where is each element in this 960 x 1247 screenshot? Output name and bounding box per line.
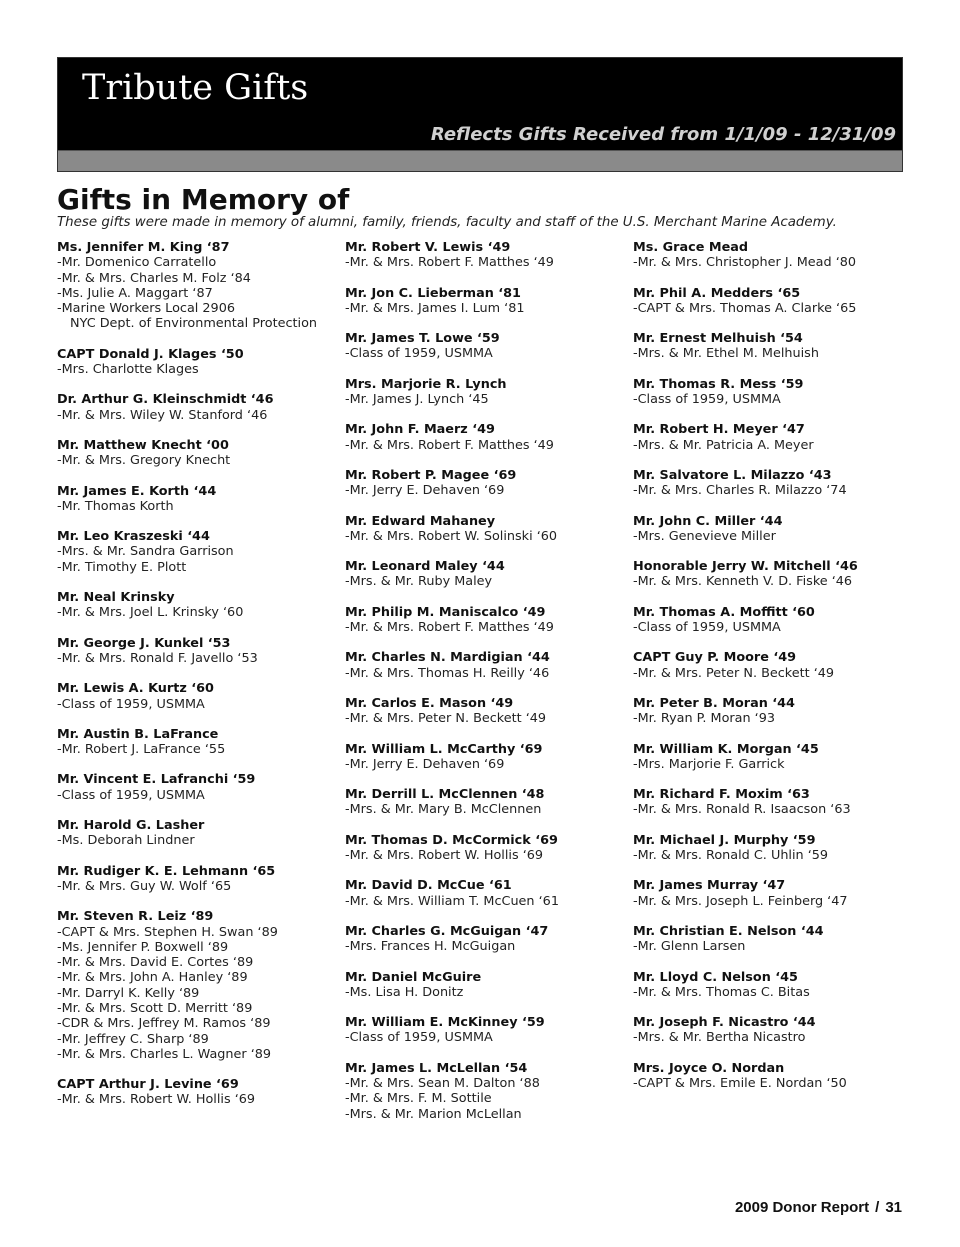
tribute-entry xyxy=(633,1015,918,1046)
tribute-entry xyxy=(57,484,342,515)
tribute-entry xyxy=(345,377,630,408)
honoree-name: Mr. Salvatore L. Milazzo ‘43 xyxy=(633,467,832,483)
donor-line: -Mr. & Mrs. Gregory Knecht xyxy=(57,453,231,469)
donor-line: -Class of 1959, USMMA xyxy=(345,1030,493,1046)
donor-line: -Mr. Jerry E. Dehaven ‘69 xyxy=(345,756,505,772)
tribute-entry xyxy=(345,468,630,499)
honoree-name: Mr. James T. Lowe ‘59 xyxy=(345,331,500,347)
tribute-entry xyxy=(633,240,918,271)
donor-line: -Mr. & Mrs. Kenneth V. D. Fiske ‘46 xyxy=(633,574,853,590)
honoree-name: Mr. Carlos E. Mason ‘49 xyxy=(345,695,514,711)
footer-separator: / xyxy=(875,1199,880,1216)
honoree-name: Mr. George J. Kunkel ‘53 xyxy=(57,635,231,651)
donor-line: -Mr. & Mrs. Scott D. Merritt ‘89 xyxy=(57,1000,253,1016)
honoree-name: Mr. Steven R. Leiz ‘89 xyxy=(57,909,214,925)
banner-gray-strip xyxy=(58,150,902,171)
tribute-entry xyxy=(345,331,630,362)
honoree-name: Mr. David D. McCue ‘61 xyxy=(345,878,512,894)
donor-line: -Mrs. Marjorie F. Garrick xyxy=(633,756,785,772)
donor-line: -Mrs. Frances H. McGuigan xyxy=(345,939,516,955)
donor-line: -Class of 1959, USMMA xyxy=(345,346,493,362)
tribute-entry xyxy=(633,1061,918,1092)
honoree-name: Honorable Jerry W. Mitchell ‘46 xyxy=(633,559,858,575)
honoree-name: Mr. James Murray ‘47 xyxy=(633,878,786,894)
tribute-entry xyxy=(345,833,630,864)
tribute-entry xyxy=(57,590,342,621)
donor-line: -Mr. & Mrs. Wiley W. Stanford ‘46 xyxy=(57,407,268,423)
honoree-name: Mr. Neal Krinsky xyxy=(57,590,175,606)
honoree-name: Mr. Derrill L. McClennen ‘48 xyxy=(345,787,545,803)
honoree-name: Mrs. Joyce O. Nordan xyxy=(633,1060,785,1076)
tribute-entry xyxy=(345,1015,630,1046)
page-number: 31 xyxy=(885,1199,902,1216)
tribute-entry xyxy=(345,286,630,317)
tribute-entry xyxy=(633,878,918,909)
tribute-entry xyxy=(633,650,918,681)
donor-line: -Mr. & Mrs. Ronald C. Uhlin ‘59 xyxy=(633,848,829,864)
honoree-name: Mr. Matthew Knecht ‘00 xyxy=(57,437,229,453)
honoree-name: CAPT Donald J. Klages ‘50 xyxy=(57,346,244,362)
tribute-entry xyxy=(57,438,342,469)
donor-line: -Mrs. Charlotte Klages xyxy=(57,362,199,378)
honoree-name: Mr. Lloyd C. Nelson ‘45 xyxy=(633,969,798,985)
honoree-name: Mrs. Marjorie R. Lynch xyxy=(345,376,507,392)
donor-line: -Mr. & Mrs. Thomas C. Bitas xyxy=(633,984,810,1000)
honoree-name: Mr. Charles G. McGuigan ‘47 xyxy=(345,923,549,939)
page-title: Tribute Gifts xyxy=(82,68,309,108)
honoree-name: Mr. Rudiger K. E. Lehmann ‘65 xyxy=(57,863,276,879)
honoree-name: Mr. Christian E. Nelson ‘44 xyxy=(633,923,824,939)
honoree-name: Mr. Richard F. Moxim ‘63 xyxy=(633,787,810,803)
donor-line: -Mr. James J. Lynch ‘45 xyxy=(345,392,489,408)
honoree-name: Mr. James L. McLellan ‘54 xyxy=(345,1060,528,1076)
section-intro: These gifts were made in memory of alumni, family, friends, faculty and staff of the U.S. Merchant Marine Academy. xyxy=(57,215,837,230)
donor-line: -Mr. & Mrs. Ronald R. Isaacson ‘63 xyxy=(633,802,851,818)
donor-line: -Mr. Jerry E. Dehaven ‘69 xyxy=(345,483,505,499)
donor-line: -Marine Workers Local 2906 xyxy=(57,301,235,317)
donor-line: -Mr. & Mrs. F. M. Sottile xyxy=(345,1091,492,1107)
honoree-name: Mr. James E. Korth ‘44 xyxy=(57,483,217,499)
tribute-entry xyxy=(633,605,918,636)
donor-line: -Mr. & Mrs. James I. Lum ‘81 xyxy=(345,300,525,316)
tribute-entry xyxy=(633,696,918,727)
tribute-entry xyxy=(345,650,630,681)
honoree-name: Mr. Phil A. Medders ‘65 xyxy=(633,285,801,301)
donor-line: -Mr. & Mrs. Guy W. Wolf ‘65 xyxy=(57,878,232,894)
honoree-name: Mr. Michael J. Murphy ‘59 xyxy=(633,832,816,848)
honoree-name: Mr. Edward Mahaney xyxy=(345,513,496,529)
section-heading: Gifts in Memory of xyxy=(57,183,350,216)
tribute-entry xyxy=(633,468,918,499)
honoree-name: Mr. William K. Morgan ‘45 xyxy=(633,741,819,757)
honoree-name: CAPT Guy P. Moore ‘49 xyxy=(633,650,797,666)
donor-line: -Mr. & Mrs. David E. Cortes ‘89 xyxy=(57,955,254,971)
donor-line: -Mr. Glenn Larsen xyxy=(633,939,746,955)
honoree-name: Mr. John C. Miller ‘44 xyxy=(633,513,783,529)
donor-line: -Ms. Jennifer P. Boxwell ‘89 xyxy=(57,939,229,955)
tribute-entry xyxy=(345,605,630,636)
donor-line: -Mr. & Mrs. Robert W. Hollis ‘69 xyxy=(57,1092,256,1108)
tribute-entry xyxy=(345,240,630,271)
donor-line: -Class of 1959, USMMA xyxy=(633,392,781,408)
donor-line: -Mr. & Mrs. Joel L. Krinsky ‘60 xyxy=(57,605,244,621)
tribute-entry xyxy=(57,1077,342,1108)
page-footer xyxy=(735,1199,902,1216)
donor-line: -Mr. Timothy E. Plott xyxy=(57,559,187,575)
donor-line: -Mr. & Mrs. Robert W. Solinski ‘60 xyxy=(345,528,558,544)
honoree-name: Mr. Peter B. Moran ‘44 xyxy=(633,695,795,711)
date-range-subtitle: Reflects Gifts Received from 1/1/09 - 12/31/09 xyxy=(430,124,896,145)
donor-line: -Mr. Robert J. LaFrance ‘55 xyxy=(57,742,226,758)
donor-line: -Class of 1959, USMMA xyxy=(57,787,205,803)
column-2 xyxy=(345,240,630,1137)
tribute-entry xyxy=(633,331,918,362)
honoree-name: Mr. Robert P. Magee ‘69 xyxy=(345,467,517,483)
honoree-name: Mr. Charles N. Mardigian ‘44 xyxy=(345,650,550,666)
honoree-name: Mr. John F. Maerz ‘49 xyxy=(345,422,495,438)
donor-line: -CAPT & Mrs. Stephen H. Swan ‘89 xyxy=(57,924,278,940)
donor-line: -Mr. & Mrs. Joseph L. Feinberg ‘47 xyxy=(633,893,848,909)
donor-line: -Mr. & Mrs. Peter N. Beckett ‘49 xyxy=(633,665,835,681)
tribute-entry xyxy=(633,742,918,773)
donor-line: -Mr. & Mrs. Robert F. Matthes ‘49 xyxy=(345,620,554,636)
honoree-name: Mr. Lewis A. Kurtz ‘60 xyxy=(57,681,214,697)
honoree-name: Mr. Joseph F. Nicastro ‘44 xyxy=(633,1015,816,1031)
donor-line: -Mrs. & Mr. Sandra Garrison xyxy=(57,544,234,560)
honoree-name: Mr. Daniel McGuire xyxy=(345,969,482,985)
honoree-name: Mr. William E. McKinney ‘59 xyxy=(345,1015,545,1031)
honoree-name: Mr. Thomas R. Mess ‘59 xyxy=(633,376,804,392)
donor-line: -Mrs. & Mr. Marion McLellan xyxy=(345,1106,522,1122)
honoree-name: Mr. Harold G. Lasher xyxy=(57,818,205,834)
donor-line: -Mr. & Mrs. Sean M. Dalton ‘88 xyxy=(345,1075,540,1091)
donor-line: -Mr. Darryl K. Kelly ‘89 xyxy=(57,985,200,1001)
honoree-name: Mr. Philip M. Maniscalco ‘49 xyxy=(345,604,546,620)
tribute-entry xyxy=(57,864,342,895)
honoree-name: Mr. Jon C. Lieberman ‘81 xyxy=(345,285,521,301)
donor-line: -CDR & Mrs. Jeffrey M. Ramos ‘89 xyxy=(57,1016,271,1032)
honoree-name: Mr. William L. McCarthy ‘69 xyxy=(345,741,543,757)
tribute-entry xyxy=(345,422,630,453)
tribute-entry xyxy=(345,878,630,909)
honoree-name: Mr. Thomas A. Moffitt ‘60 xyxy=(633,604,815,620)
tribute-entry xyxy=(57,347,342,378)
tribute-entry xyxy=(57,818,342,849)
donor-line: NYC Dept. of Environmental Protection xyxy=(70,316,318,332)
tribute-entry xyxy=(633,422,918,453)
tribute-entry xyxy=(633,924,918,955)
tribute-entry xyxy=(633,833,918,864)
donor-line: -Mr. & Mrs. Thomas H. Reilly ‘46 xyxy=(345,665,550,681)
honoree-name: Mr. Austin B. LaFrance xyxy=(57,726,219,742)
tribute-entry xyxy=(345,559,630,590)
report-name: 2009 Donor Report xyxy=(734,1199,870,1216)
honoree-name: Ms. Grace Mead xyxy=(633,240,749,255)
donor-line: -Mr. & Mrs. Robert W. Hollis ‘69 xyxy=(345,848,544,864)
honoree-name: Dr. Arthur G. Kleinschmidt ‘46 xyxy=(57,392,274,408)
honoree-name: CAPT Arthur J. Levine ‘69 xyxy=(57,1077,239,1093)
donor-line: -Ms. Julie A. Maggart ‘87 xyxy=(57,285,213,301)
tribute-entry xyxy=(57,772,342,803)
column-3 xyxy=(633,240,918,1106)
tribute-entry xyxy=(57,529,342,575)
column-1 xyxy=(57,240,342,1123)
tribute-entry xyxy=(633,787,918,818)
donor-line: -Class of 1959, USMMA xyxy=(57,696,205,712)
tribute-entry xyxy=(345,742,630,773)
tribute-entry xyxy=(345,696,630,727)
tribute-entry xyxy=(57,727,342,758)
tribute-entry xyxy=(345,970,630,1001)
tribute-entry xyxy=(633,514,918,545)
donor-line: -CAPT & Mrs. Thomas A. Clarke ‘65 xyxy=(633,300,857,316)
donor-line: -Mr. & Mrs. Peter N. Beckett ‘49 xyxy=(345,711,547,727)
donor-line: -Mr. & Mrs. Robert F. Matthes ‘49 xyxy=(345,437,554,453)
tribute-entry xyxy=(345,1061,630,1122)
donor-line: -Mr. Jeffrey C. Sharp ‘89 xyxy=(57,1031,209,1047)
honoree-name: Mr. Robert H. Meyer ‘47 xyxy=(633,422,805,438)
donor-line: -Ms. Lisa H. Donitz xyxy=(345,984,464,1000)
donor-line: -Mr. & Mrs. John A. Hanley ‘89 xyxy=(57,970,248,986)
tribute-entry xyxy=(633,559,918,590)
tribute-entry xyxy=(57,240,342,332)
tribute-entry xyxy=(345,924,630,955)
donor-line: -Mr. & Mrs. Charles M. Folz ‘84 xyxy=(57,270,251,286)
donor-line: -Mr. Ryan P. Moran ‘93 xyxy=(633,711,776,727)
tribute-entry xyxy=(633,970,918,1001)
donor-line: -Mr. & Mrs. Ronald F. Javello ‘53 xyxy=(57,650,258,666)
donor-line: -Mr. & Mrs. Charles L. Wagner ‘89 xyxy=(57,1046,272,1062)
honoree-name: Mr. Ernest Melhuish ‘54 xyxy=(633,331,803,347)
honoree-name: Mr. Vincent E. Lafranchi ‘59 xyxy=(57,772,256,788)
honoree-name: Mr. Robert V. Lewis ‘49 xyxy=(345,240,511,255)
donor-line: -Mr. & Mrs. William T. McCuen ‘61 xyxy=(345,893,559,909)
tribute-entry xyxy=(633,377,918,408)
tribute-entry xyxy=(57,392,342,423)
donor-line: -Mrs. Genevieve Miller xyxy=(633,528,776,544)
donor-line: -CAPT & Mrs. Emile E. Nordan ‘50 xyxy=(633,1075,847,1091)
donor-line: -Mr. & Mrs. Charles R. Milazzo ‘74 xyxy=(633,483,847,499)
donor-line: -Mr. & Mrs. Robert F. Matthes ‘49 xyxy=(345,255,554,271)
tribute-entry xyxy=(57,681,342,712)
donor-line: -Mrs. & Mr. Ethel M. Melhuish xyxy=(633,346,819,362)
donor-line: -Mr. Domenico Carratello xyxy=(57,255,217,271)
tribute-entry xyxy=(345,787,630,818)
tribute-entry xyxy=(57,909,342,1062)
honoree-name: Mr. Leonard Maley ‘44 xyxy=(345,559,505,575)
donor-line: -Mrs. & Mr. Ruby Maley xyxy=(345,574,493,590)
donor-line: -Mr. Thomas Korth xyxy=(57,498,174,514)
donor-line: -Mrs. & Mr. Bertha Nicastro xyxy=(633,1030,806,1046)
honoree-name: Mr. Thomas D. McCormick ‘69 xyxy=(345,832,558,848)
donor-line: -Mrs. & Mr. Mary B. McClennen xyxy=(345,802,542,818)
tribute-entry xyxy=(633,286,918,317)
honoree-name: Mr. Leo Kraszeski ‘44 xyxy=(57,529,210,545)
donor-line: -Mr. & Mrs. Christopher J. Mead ‘80 xyxy=(633,255,857,271)
tribute-entry xyxy=(345,514,630,545)
tribute-entry xyxy=(57,636,342,667)
title-banner xyxy=(57,57,903,172)
donor-line: -Ms. Deborah Lindner xyxy=(57,833,195,849)
honoree-name: Ms. Jennifer M. King ‘87 xyxy=(57,240,230,255)
donor-line: -Mrs. & Mr. Patricia A. Meyer xyxy=(633,437,814,453)
donor-line: -Class of 1959, USMMA xyxy=(633,620,781,636)
